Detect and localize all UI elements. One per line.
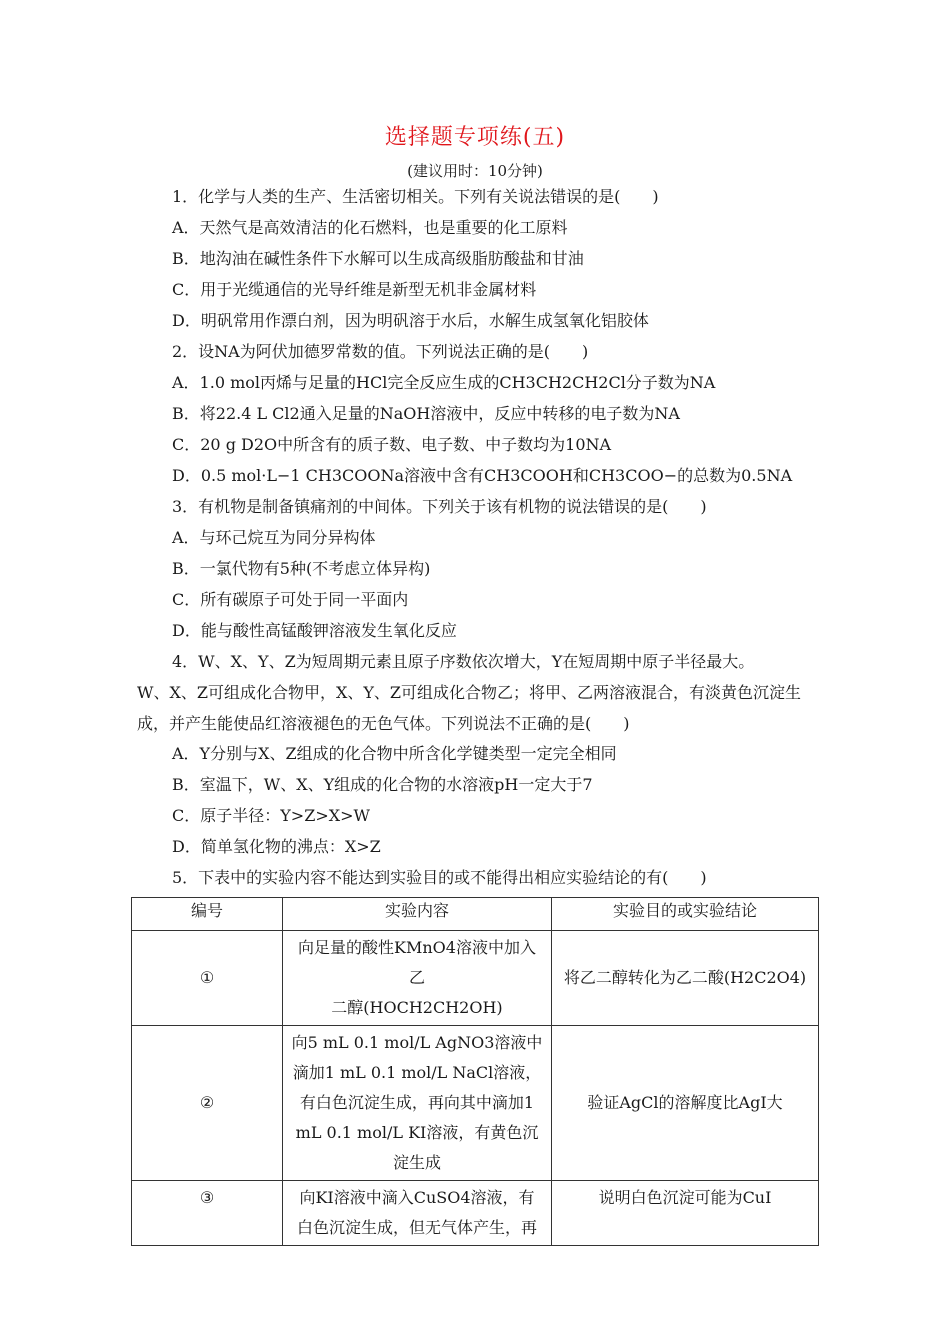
question-2-option-c: C．20 g D2O中所含有的质子数、电子数、中子数均为10NA [172, 435, 612, 454]
question-1-option-a: A．天然气是高效清洁的化石燃料，也是重要的化工原料 [172, 218, 568, 237]
question-3-stem: 3．有机物是制备镇痛剂的中间体。下列关于该有机物的说法错误的是( ) [172, 497, 707, 516]
question-4-stem-line-1: 4．W、X、Y、Z为短周期元素且原子序数依次增大，Y在短周期中原子半径最大。 [172, 652, 755, 671]
content-line: 向足量的酸性KMnO4溶液中加入乙 [298, 938, 536, 987]
table-row [132, 931, 819, 1026]
question-1-option-c: C．用于光缆通信的光导纤维是新型无机非金属材料 [172, 280, 537, 299]
time-suggestion: (建议用时：10分钟) [407, 162, 543, 180]
content-line: 二醇(HOCH2CH2OH) [331, 998, 503, 1017]
content-line: mL 0.1 mol/L KI溶液，有黄色沉 [295, 1123, 539, 1142]
question-2-option-d: D．0.5 mol·L−1 CH3COONa溶液中含有CH3COOH和CH3COO−的总数为0.5NA [172, 466, 793, 485]
row-content [283, 1026, 552, 1181]
question-3-option-c: C．所有碳原子可处于同一平面内 [172, 590, 409, 609]
row-id: ① [132, 931, 283, 1026]
content-line: 白色沉淀生成，但无气体产生，再 [296, 1218, 537, 1237]
page-title: 选择题专项练(五) [384, 125, 566, 150]
question-2-stem: 2．设NA为阿伏加德罗常数的值。下列说法正确的是( ) [172, 342, 589, 361]
row-content [283, 1181, 552, 1246]
content-line: 淀生成 [392, 1153, 441, 1172]
question-4-option-d: D．简单氢化物的沸点：X>Z [172, 837, 381, 856]
row-conclusion: 验证AgCl的溶解度比AgI大 [552, 1026, 819, 1181]
row-id: ② [132, 1026, 283, 1181]
question-2-option-b: B．将22.4 L Cl2通入足量的NaOH溶液中，反应中转移的电子数为NA [172, 404, 680, 423]
question-5-stem: 5．下表中的实验内容不能达到实验目的或不能得出相应实验结论的有( ) [172, 868, 707, 887]
row-conclusion: 将乙二醇转化为乙二酸(H2C2O4) [552, 931, 819, 1026]
content-line: 向KI溶液中滴入CuSO4溶液，有 [299, 1188, 535, 1207]
question-3-option-a: A．与环己烷互为同分异构体 [172, 528, 376, 547]
content-line: 滴加1 mL 0.1 mol/L NaCl溶液， [292, 1063, 542, 1082]
question-4-option-c: C．原子半径：Y>Z>X>W [172, 806, 370, 825]
row-id: ③ [132, 1181, 283, 1246]
row-content [283, 931, 552, 1026]
question-3-option-b: B．一氯代物有5种(不考虑立体异构) [172, 559, 431, 578]
header-number: 编号 [132, 898, 283, 931]
question-4-option-a: A．Y分别与X、Z组成的化合物中所含化学键类型一定完全相同 [172, 744, 617, 763]
question-4-option-b: B．室温下，W、X、Y组成的化合物的水溶液pH一定大于7 [172, 775, 593, 794]
experiment-table [131, 897, 819, 1246]
question-1-stem: 1．化学与人类的生产、生活密切相关。下列有关说法错误的是( ) [172, 187, 659, 206]
table-row [132, 1026, 819, 1181]
question-2-option-a: A．1.0 mol丙烯与足量的HCl完全反应生成的CH3CH2CH2Cl分子数为NA [172, 373, 716, 392]
table-header-row [132, 898, 819, 931]
question-3-option-d: D．能与酸性高锰酸钾溶液发生氧化反应 [172, 621, 457, 640]
content-line: 向5 mL 0.1 mol/L AgNO3溶液中 [291, 1033, 543, 1052]
header-content: 实验内容 [283, 898, 552, 931]
content-line: 有白色沉淀生成，再向其中滴加1 [299, 1093, 535, 1112]
question-4-stem-line-2: W、X、Z可组成化合物甲，X、Y、Z可组成化合物乙；将甲、乙两溶液混合，有淡黄色沉淀生 [137, 683, 802, 702]
question-1-option-b: B．地沟油在碱性条件下水解可以生成高级脂肪酸盐和甘油 [172, 249, 584, 268]
header-conclusion: 实验目的或实验结论 [552, 898, 819, 931]
row-conclusion: 说明白色沉淀可能为CuI [552, 1181, 819, 1246]
question-1-option-d: D．明矾常用作漂白剂，因为明矾溶于水后，水解生成氢氧化铝胶体 [172, 311, 649, 330]
table-row [132, 1181, 819, 1246]
question-4-stem-line-3: 成，并产生能使品红溶液褪色的无色气体。下列说法不正确的是( ) [137, 714, 630, 733]
